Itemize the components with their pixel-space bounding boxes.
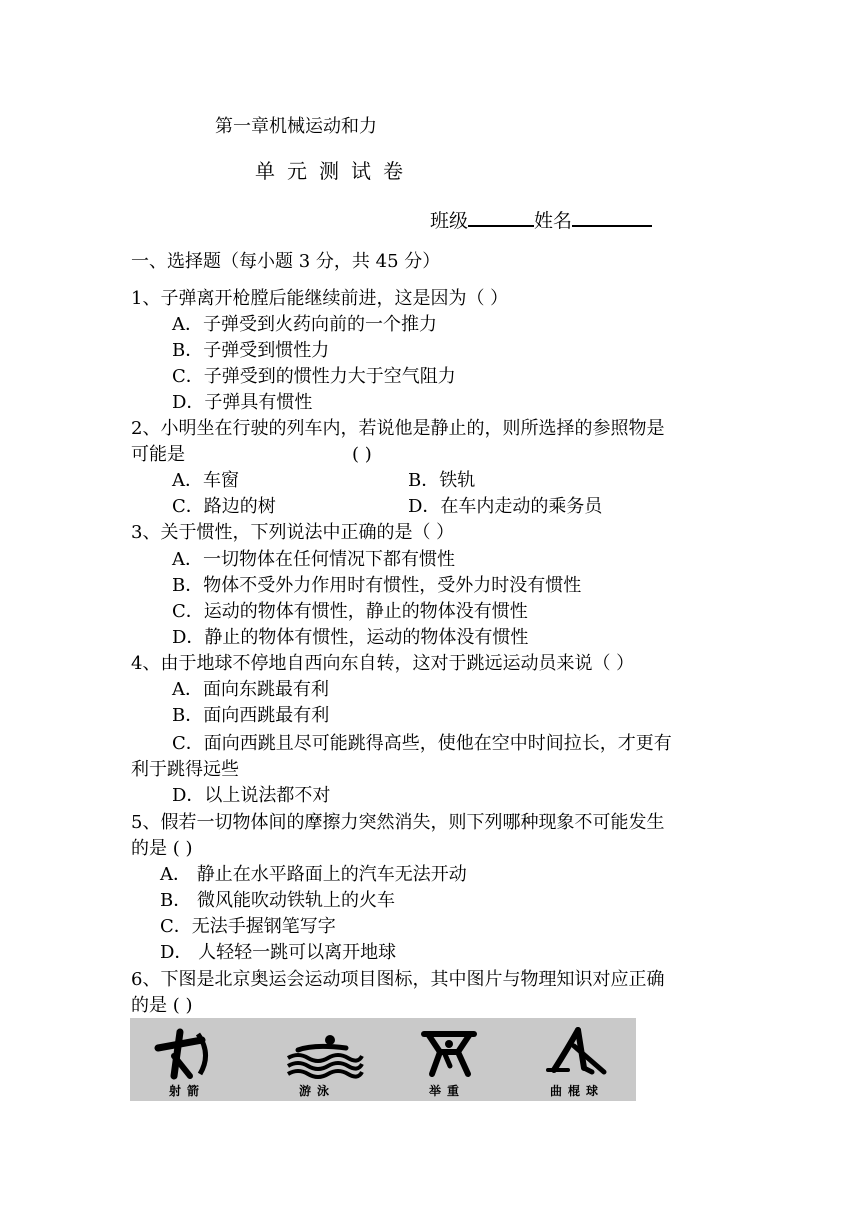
q2-option-d: D．在车内走动的乘务员 — [408, 496, 603, 517]
archery-label: 射箭 — [168, 1084, 205, 1098]
q4-option-a: A．面向东跳最有利 — [172, 679, 329, 700]
weightlifting-pictogram-icon — [414, 1026, 484, 1081]
q2-stem-line1: 2、小明坐在行驶的列车内，若说他是静止的，则所选择的参照物是 — [131, 418, 665, 439]
q3-option-a: A．一切物体在任何情况下都有惯性 — [172, 549, 455, 570]
class-label: 班级 — [430, 210, 469, 232]
q3-option-d: D．静止的物体有惯性，运动的物体没有惯性 — [172, 627, 529, 648]
archery-pictogram — [132, 1018, 242, 1101]
q2-option-a: A．车窗 — [172, 470, 239, 491]
q4-stem: 4、由于地球不停地自西向东自转，这对于跳远运动员来说（ ） — [131, 653, 635, 674]
archery-pictogram-icon — [154, 1026, 214, 1081]
q6-stem-line1: 6、下图是北京奥运会运动项目图标，其中图片与物理知识对应正确 — [131, 969, 665, 990]
q4-option-c-line2: 利于跳得远些 — [131, 759, 239, 780]
q1-option-a: A．子弹受到火药向前的一个推力 — [172, 314, 437, 335]
weightlifting-pictogram — [392, 1018, 502, 1101]
q5-stem-line2: 的是 ( ) — [131, 838, 193, 859]
olympic-pictogram-strip — [130, 1018, 636, 1101]
weightlifting-label: 举重 — [428, 1084, 465, 1098]
q3-option-c: C．运动的物体有惯性，静止的物体没有惯性 — [172, 601, 528, 622]
q1-option-c: C．子弹受到的惯性力大于空气阻力 — [172, 366, 456, 387]
q4-option-c-line1: C．面向西跳且尽可能跳得高些，使他在空中时间拉长，才更有 — [172, 733, 672, 754]
hockey-pictogram — [522, 1018, 632, 1101]
swimming-pictogram — [262, 1018, 372, 1101]
q3-option-b: B．物体不受外力作用时有惯性，受外力时没有惯性 — [172, 575, 582, 596]
document-title: 单元测试卷 — [255, 159, 415, 183]
q6-stem-line2: 的是 ( ) — [131, 995, 193, 1016]
chapter-title: 第一章机械运动和力 — [215, 116, 377, 137]
q2-option-c: C．路边的树 — [172, 496, 276, 517]
q5-option-a: A． 静止在水平路面上的汽车无法开动 — [160, 864, 467, 885]
swimming-pictogram-icon — [284, 1026, 364, 1081]
q2-answer-paren: ( ) — [352, 444, 372, 465]
name-blank[interactable] — [572, 205, 652, 227]
name-label: 姓名 — [534, 210, 573, 232]
q2-stem-line2: 可能是 — [131, 444, 185, 465]
q5-option-d: D． 人轻轻一跳可以离开地球 — [160, 942, 397, 963]
q3-stem: 3、关于惯性，下列说法中正确的是（ ） — [131, 522, 455, 543]
q5-option-c: C．无法手握钢笔写字 — [160, 916, 336, 937]
q1-option-b: B．子弹受到惯性力 — [172, 340, 330, 361]
q1-option-d: D．子弹具有惯性 — [172, 392, 313, 413]
q4-option-b: B．面向西跳最有利 — [172, 705, 330, 726]
q5-stem-line1: 5、假若一切物体间的摩擦力突然消失，则下列哪种现象不可能发生 — [131, 812, 665, 833]
hockey-label: 曲棍球 — [549, 1084, 604, 1098]
q2-option-b: B．铁轨 — [408, 470, 476, 491]
q5-option-b: B． 微风能吹动铁轨上的火车 — [160, 890, 395, 911]
swimming-label: 游泳 — [298, 1084, 335, 1098]
q1-stem: 1、子弹离开枪膛后能继续前进，这是因为（ ） — [131, 288, 509, 309]
class-blank[interactable] — [468, 205, 534, 227]
section-heading: 一、选择题（每小题 3 分，共 45 分） — [131, 251, 441, 272]
class-name-line — [430, 205, 652, 234]
hockey-pictogram-icon — [544, 1026, 614, 1081]
q4-option-d: D．以上说法都不对 — [172, 785, 331, 806]
